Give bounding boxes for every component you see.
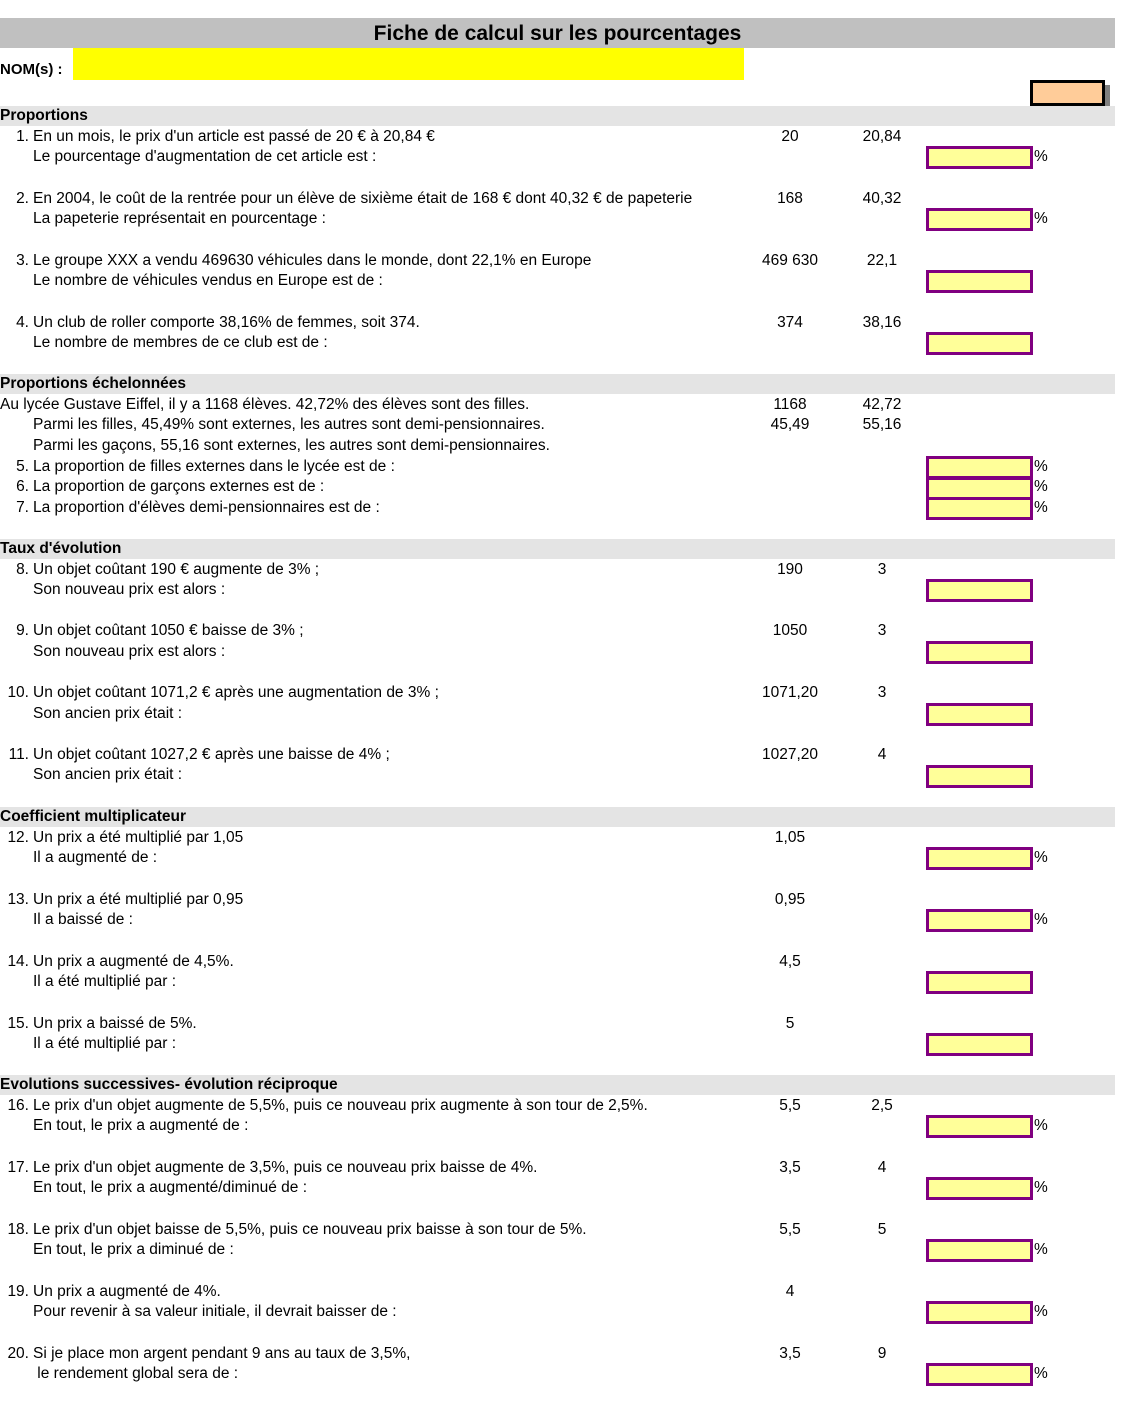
data-value-2: 20,84 [862, 128, 902, 145]
question-text: Le prix d'un objet baisse de 5,5%, puis ce nouveau prix baisse à son tour de 5%. [33, 1221, 587, 1238]
data-value-1: 5 [785, 1015, 795, 1032]
data-value-1: 374 [777, 314, 803, 331]
answer-input-7[interactable] [926, 497, 1033, 520]
question-text: Un prix a baissé de 5%. [33, 1015, 197, 1032]
data-value-2: 4 [877, 746, 887, 763]
percent-sign: % [1034, 849, 1048, 866]
data-value-2: 5 [877, 1221, 887, 1238]
percent-sign: % [1034, 478, 1048, 495]
question-prompt: Le nombre de membres de ce club est de : [33, 334, 328, 351]
question-number: 20. [7, 1345, 29, 1362]
answer-input-14[interactable] [926, 971, 1033, 994]
data-value-1: 4 [785, 1283, 795, 1300]
answer-input-20[interactable] [926, 1363, 1033, 1386]
question-number: 13. [7, 891, 29, 908]
question-number: 16. [7, 1097, 29, 1114]
question-text: Le prix d'un objet augmente de 3,5%, puis ce nouveau prix baisse de 4%. [33, 1159, 538, 1176]
question-text: Un objet coûtant 1027,2 € après une baisse de 4% ; [33, 746, 390, 763]
percent-sign: % [1034, 148, 1048, 165]
percent-sign: % [1034, 911, 1048, 928]
percent-sign: % [1034, 210, 1048, 227]
intro-text: Au lycée Gustave Eiffel, il y a 1168 élèves. 42,72% des élèves sont des filles. [0, 396, 530, 413]
question-number: 11. [8, 746, 29, 763]
question-prompt: Il a augmenté de : [33, 849, 158, 866]
section-title-proportions-echelonnees: Proportions échelonnées [0, 375, 187, 392]
data-value-2: 3 [877, 561, 887, 578]
section-band [0, 539, 1115, 559]
answer-input-4[interactable] [926, 332, 1033, 355]
data-value-1: 5,5 [779, 1221, 801, 1238]
data-value-1: 20 [781, 128, 799, 145]
intro-text: Parmi les filles, 45,49% sont externes, les autres sont demi-pensionnaires. [33, 416, 545, 433]
data-value-1: 190 [777, 561, 803, 578]
data-value-2: 42,72 [862, 396, 902, 413]
question-prompt: Il a été multiplié par : [33, 973, 177, 990]
data-value-2: 3 [877, 684, 887, 701]
data-value-1: 469 630 [761, 252, 819, 269]
section-title-proportions: Proportions [0, 107, 88, 124]
question-prompt: Son ancien prix était : [33, 705, 183, 722]
answer-input-18[interactable] [926, 1239, 1033, 1262]
question-prompt: le rendement global sera de : [33, 1365, 239, 1382]
question-prompt: Pour revenir à sa valeur initiale, il devrait baisser de : [33, 1303, 397, 1320]
question-number: 3. [16, 252, 29, 269]
answer-input-9[interactable] [926, 641, 1033, 664]
question-prompt: Le pourcentage d'augmentation de cet article est : [33, 148, 377, 165]
intro-text: Parmi les gaçons, 55,16 sont externes, les autres sont demi-pensionnaires. [33, 437, 550, 454]
question-text: Si je place mon argent pendant 9 ans au taux de 3,5%, [33, 1345, 411, 1362]
question-prompt: En tout, le prix a augmenté de : [33, 1117, 249, 1134]
question-text: Un prix a augmenté de 4%. [33, 1283, 221, 1300]
data-value-1: 3,5 [779, 1345, 801, 1362]
percent-sign: % [1034, 499, 1048, 516]
answer-input-16[interactable] [926, 1115, 1033, 1138]
question-prompt: Il a baissé de : [33, 911, 133, 928]
question-number: 19. [7, 1283, 29, 1300]
question-text: Un objet coûtant 1050 € baisse de 3% ; [33, 622, 304, 639]
question-text: Un prix a été multiplié par 0,95 [33, 891, 244, 908]
percent-sign: % [1034, 1117, 1048, 1134]
question-text: La proportion de filles externes dans le lycée est de : [33, 458, 395, 475]
answer-input-1[interactable] [926, 146, 1033, 169]
data-value-2: 2,5 [871, 1097, 893, 1114]
answer-input-19[interactable] [926, 1301, 1033, 1324]
question-text: Le groupe XXX a vendu 469630 véhicules dans le monde, dont 22,1% en Europe [33, 252, 592, 269]
section-title-coefficient-multiplicateur: Coefficient multiplicateur [0, 808, 187, 825]
data-value-1: 4,5 [779, 953, 801, 970]
question-text: Un prix a été multiplié par 1,05 [33, 829, 244, 846]
question-number: 9. [16, 622, 29, 639]
page-title: Fiche de calcul sur les pourcentages [373, 22, 742, 45]
answer-input-13[interactable] [926, 909, 1033, 932]
question-number: 7. [16, 499, 29, 516]
data-value-2: 9 [877, 1345, 887, 1362]
section-title-taux-evolution: Taux d'évolution [0, 540, 122, 557]
question-text: Un objet coûtant 190 € augmente de 3% ; [33, 561, 320, 578]
percent-sign: % [1034, 1365, 1048, 1382]
data-value-1: 1071,20 [761, 684, 819, 701]
name-input[interactable] [73, 48, 744, 80]
question-text: Le prix d'un objet augmente de 5,5%, puis ce nouveau prix augmente à son tour de 2,5%. [33, 1097, 648, 1114]
data-value-1: 1,05 [774, 829, 806, 846]
data-value-1: 0,95 [774, 891, 806, 908]
section-title-evolutions-successives: Evolutions successives- évolution réciproque [0, 1076, 338, 1093]
question-prompt: La papeterie représentait en pourcentage : [33, 210, 326, 227]
data-value-1: 1050 [772, 622, 808, 639]
percent-sign: % [1034, 1303, 1048, 1320]
question-text: Un club de roller comporte 38,16% de femmes, soit 374. [33, 314, 420, 331]
data-value-2: 22,1 [866, 252, 898, 269]
question-text: La proportion d'élèves demi-pensionnaires est de : [33, 499, 380, 516]
data-value-2: 40,32 [862, 190, 902, 207]
data-value-2: 4 [877, 1159, 887, 1176]
question-number: 15. [7, 1015, 29, 1032]
data-value-1: 3,5 [779, 1159, 801, 1176]
question-prompt: Son nouveau prix est alors : [33, 643, 226, 660]
question-number: 14. [7, 953, 29, 970]
data-value-2: 38,16 [862, 314, 902, 331]
question-prompt: Il a été multiplié par : [33, 1035, 177, 1052]
question-number: 17. [7, 1159, 29, 1176]
question-text: En un mois, le prix d'un article est passé de 20 € à 20,84 € [33, 128, 435, 145]
section-band [0, 106, 1115, 126]
answer-input-8[interactable] [926, 579, 1033, 602]
question-number: 18. [7, 1221, 29, 1238]
question-prompt: Le nombre de véhicules vendus en Europe est de : [33, 272, 383, 289]
answer-input-3[interactable] [926, 270, 1033, 293]
question-prompt: Son ancien prix était : [33, 766, 183, 783]
data-value-2: 3 [877, 622, 887, 639]
question-prompt: En tout, le prix a diminué de : [33, 1241, 234, 1258]
answer-input-12[interactable] [926, 847, 1033, 870]
data-value-1: 1168 [773, 396, 807, 413]
question-text: La proportion de garçons externes est de : [33, 478, 325, 495]
question-number: 2. [16, 190, 29, 207]
data-value-1: 1027,20 [761, 746, 819, 763]
percent-sign: % [1034, 458, 1048, 475]
question-number: 8. [16, 561, 29, 578]
question-number: 6. [16, 478, 29, 495]
question-number: 1. [16, 128, 29, 145]
score-box [1030, 80, 1105, 106]
percent-sign: % [1034, 1241, 1048, 1258]
question-text: Un objet coûtant 1071,2 € après une augmentation de 3% ; [33, 684, 439, 701]
name-label: NOM(s) : [0, 61, 63, 78]
answer-input-11[interactable] [926, 765, 1033, 788]
question-text: Un prix a augmenté de 4,5%. [33, 953, 234, 970]
data-value-2: 55,16 [862, 416, 902, 433]
answer-input-15[interactable] [926, 1033, 1033, 1056]
question-text: En 2004, le coût de la rentrée pour un élève de sixième était de 168 € dont 40,32 € de papeterie [33, 190, 693, 207]
answer-input-5[interactable] [926, 456, 1033, 479]
answer-input-2[interactable] [926, 208, 1033, 231]
question-number: 5. [16, 458, 29, 475]
data-value-1: 168 [777, 190, 803, 207]
question-prompt: En tout, le prix a augmenté/diminué de : [33, 1179, 307, 1196]
question-prompt: Son nouveau prix est alors : [33, 581, 226, 598]
data-value-1: 5,5 [779, 1097, 801, 1114]
question-number: 4. [16, 314, 29, 331]
question-number: 12. [7, 829, 29, 846]
question-number: 10. [7, 684, 29, 701]
data-value-1: 45,49 [770, 416, 810, 433]
answer-input-10[interactable] [926, 703, 1033, 726]
percent-sign: % [1034, 1179, 1048, 1196]
answer-input-17[interactable] [926, 1177, 1033, 1200]
